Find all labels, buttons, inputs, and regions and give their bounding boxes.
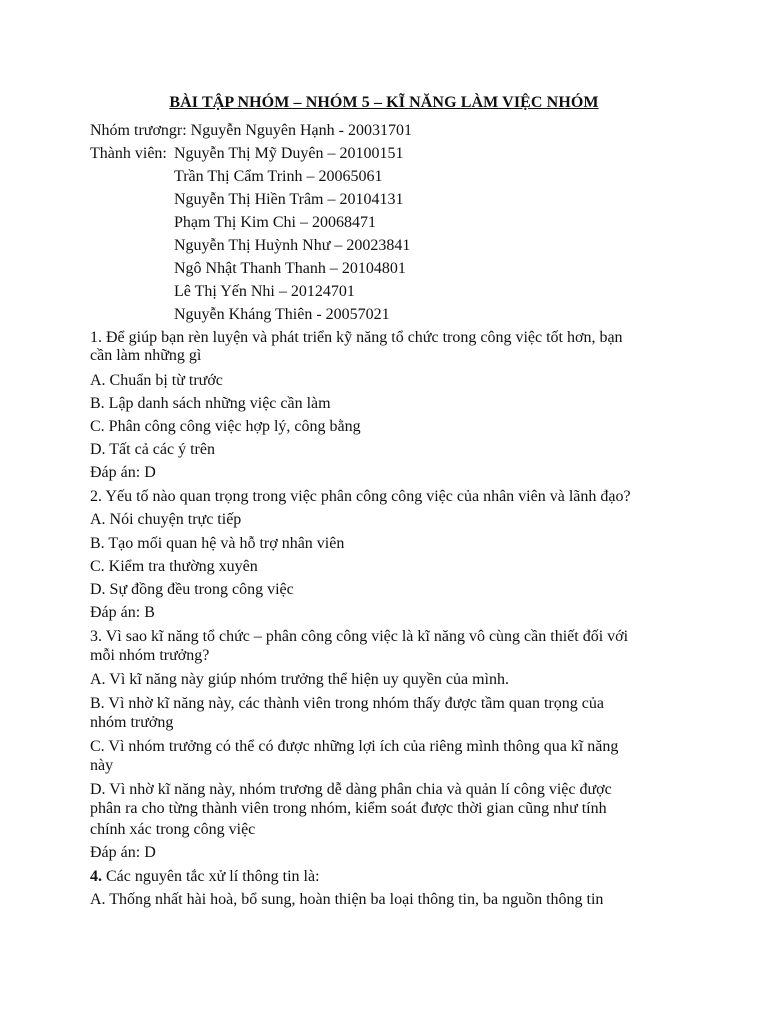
member-5: Nguyễn Thị Huỳnh Như – 20023841 (174, 237, 411, 254)
q3-option-d-line3: chính xác trong công việc (90, 821, 256, 838)
q3-text-line2: mỗi nhóm trưởng? (90, 647, 210, 664)
member-8: Nguyễn Kháng Thiên - 20057021 (174, 306, 390, 323)
q4-question: Các nguyên tắc xử lí thông tin là: (102, 868, 320, 885)
q4-number: 4. (90, 868, 102, 885)
q3-option-d-line2: phân ra cho từng thành viên trong nhóm, kiểm soát được thời gian cũng như tính (90, 800, 607, 817)
group-leader-line: Nhóm trươngr: Nguyễn Nguyên Hạnh - 20031701 (90, 122, 412, 139)
q3-option-c-line1: C. Vì nhóm trưởng có thể có được những lợi ích của riêng mình thông qua kĩ năng (90, 738, 619, 755)
member-6: Ngô Nhật Thanh Thanh – 20104801 (174, 260, 406, 277)
q2-option-d: D. Sự đồng đều trong công việc (90, 581, 294, 598)
document-title: BÀI TẬP NHÓM – NHÓM 5 – KĨ NĂNG LÀM VIỆC NHÓM (169, 94, 599, 111)
member-7: Lê Thị Yến Nhi – 20124701 (174, 283, 355, 300)
q3-text-line1: 3. Vì sao kĩ năng tổ chức – phân công công việc là kĩ năng vô cùng cần thiết đối với (90, 628, 629, 645)
q2-option-b: B. Tạo mối quan hệ và hỗ trợ nhân viên (90, 535, 345, 552)
q1-option-a: A. Chuẩn bị từ trước (90, 372, 223, 389)
q3-option-a: A. Vì kĩ năng này giúp nhóm trưởng thể hiện uy quyền của mình. (90, 671, 509, 688)
q4-option-a: A. Thống nhất hài hoà, bổ sung, hoàn thiện ba loại thông tin, ba nguồn thông tin (90, 891, 604, 908)
q1-text-line1: 1. Để giúp bạn rèn luyện và phát triển kỹ năng tổ chức trong công việc tốt hơn, bạn (90, 329, 623, 346)
q1-text-line2: cần làm những gì (90, 347, 202, 364)
q1-option-d: D. Tất cả các ý trên (90, 441, 215, 458)
q2-option-c: C. Kiểm tra thường xuyên (90, 558, 258, 575)
q3-answer: Đáp án: D (90, 844, 156, 861)
q1-answer: Đáp án: D (90, 464, 156, 481)
member-2: Trần Thị Cẩm Trinh – 20065061 (174, 168, 383, 185)
member-3: Nguyễn Thị Hiền Trâm – 20104131 (174, 191, 404, 208)
q3-option-b-line1: B. Vì nhờ kĩ năng này, các thành viên trong nhóm thấy được tầm quan trọng của (90, 695, 604, 712)
members-label: Thành viên: (90, 145, 167, 162)
q1-option-b: B. Lập danh sách những việc cần làm (90, 395, 331, 412)
q2-answer: Đáp án: B (90, 604, 155, 621)
q3-option-c-line2: này (90, 757, 114, 774)
q1-option-c: C. Phân công công việc hợp lý, công bằng (90, 418, 361, 435)
q2-text-line1: 2. Yếu tố nào quan trọng trong việc phân công công việc của nhân viên và lãnh đạo? (90, 488, 631, 505)
q3-option-d-line1: D. Vì nhờ kĩ năng này, nhóm trương dễ dàng phân chia và quản lí công việc được (90, 781, 612, 798)
q3-option-b-line2: nhóm trưởng (90, 714, 174, 731)
member-1: Nguyễn Thị Mỹ Duyên – 20100151 (174, 145, 404, 162)
q2-option-a: A. Nói chuyện trực tiếp (90, 511, 242, 528)
member-4: Phạm Thị Kim Chi – 20068471 (174, 214, 376, 231)
q4-text (90, 867, 320, 887)
